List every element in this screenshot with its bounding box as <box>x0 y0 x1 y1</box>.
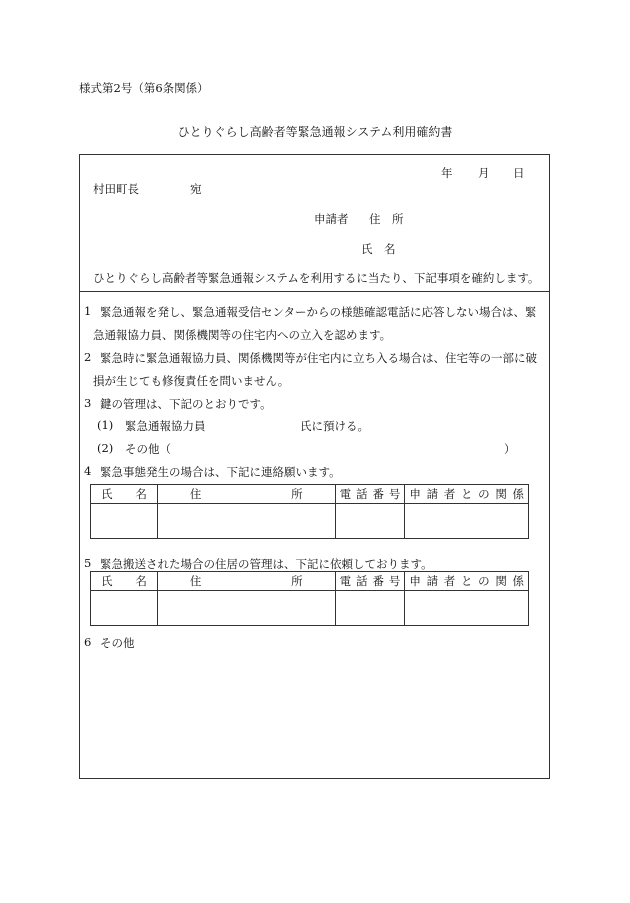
col-header-relation: 申請者との関係 <box>405 572 529 591</box>
contact-relation-cell[interactable] <box>405 504 529 539</box>
manager-address-cell[interactable] <box>157 591 335 626</box>
item-6-number: 6 <box>84 635 92 649</box>
item-3-number: 3 <box>84 396 92 410</box>
date-month-label: 月 <box>478 166 490 180</box>
item-5-text: 緊急搬送された場合の住居の管理は、下記に依頼しております。 <box>100 557 433 571</box>
item-1-line1: 緊急通報を発し、緊急通報受信センターからの様態確認電話に応答しない場合は、緊 <box>100 305 537 319</box>
item-3-sub2-number: (2) <box>97 441 114 455</box>
contact-name-cell[interactable] <box>91 504 158 539</box>
item-6-text: その他 <box>100 636 135 650</box>
contact-address-cell[interactable] <box>157 504 335 539</box>
col-header-relation: 申請者との関係 <box>405 485 529 504</box>
section-divider <box>79 291 550 292</box>
col-header-phone: 電話番号 <box>335 485 405 504</box>
contact-phone-cell[interactable] <box>335 504 405 539</box>
table-header-row <box>91 572 529 591</box>
item-3-sub2-close: ） <box>504 442 516 456</box>
other-notes-area[interactable] <box>84 655 544 773</box>
item-3-sub1-suffix: 氏に預ける。 <box>300 419 369 433</box>
item-3-sub1-number: (1) <box>97 418 114 432</box>
key-holder-input[interactable] <box>210 418 296 434</box>
item-1-number: 1 <box>84 304 92 318</box>
applicant-name-field[interactable]: 氏 名 <box>361 242 396 256</box>
col-header-address: 住 所 <box>157 485 335 504</box>
date-day-label: 日 <box>513 166 525 180</box>
item-3-sub2-label: その他（ <box>125 442 171 456</box>
form-id: 様式第2号（第6条関係） <box>79 81 209 95</box>
item-2-number: 2 <box>84 350 92 364</box>
manager-phone-cell[interactable] <box>335 591 405 626</box>
col-header-name: 氏 名 <box>91 572 158 591</box>
table-row <box>91 591 529 626</box>
col-header-phone: 電話番号 <box>335 572 405 591</box>
item-1-line2: 急通報協力員、関係機関等の住宅内への立入を認めます。 <box>93 328 392 342</box>
col-header-name: 氏 名 <box>91 485 158 504</box>
emergency-contact-table <box>90 484 529 539</box>
manager-relation-cell[interactable] <box>405 591 529 626</box>
col-header-address: 住 所 <box>157 572 335 591</box>
applicant-address-field[interactable]: 住 所 <box>369 212 404 226</box>
item-2-line1: 緊急時に緊急通報協力員、関係機関等が住宅内に立ち入る場合は、住宅等の一部に破 <box>100 351 537 365</box>
table-row <box>91 504 529 539</box>
item-4-number: 4 <box>84 464 92 478</box>
table-header-row <box>91 485 529 504</box>
item-3-text: 鍵の管理は、下記のとおりです。 <box>100 397 272 411</box>
applicant-label: 申請者 <box>314 212 349 226</box>
housing-manager-table <box>90 571 529 626</box>
other-key-input[interactable] <box>180 441 500 457</box>
item-3-sub1-label: 緊急通報協力員 <box>125 419 206 433</box>
addressee-honorific: 宛 <box>190 182 202 196</box>
item-5-number: 5 <box>84 556 92 570</box>
item-4-text: 緊急事態発生の場合は、下記に連絡願います。 <box>100 465 341 479</box>
addressee-name: 村田町長 <box>93 182 139 196</box>
manager-name-cell[interactable] <box>91 591 158 626</box>
confirmation-statement: ひとりぐらし高齢者等緊急通報システムを利用するに当たり、下記事項を確約します。 <box>93 271 540 285</box>
date-year-label: 年 <box>441 166 453 180</box>
form-title: ひとりぐらし高齢者等緊急通報システム利用確約書 <box>177 125 453 139</box>
item-2-line2: 損が生じても修復責任を問いません。 <box>93 374 290 388</box>
